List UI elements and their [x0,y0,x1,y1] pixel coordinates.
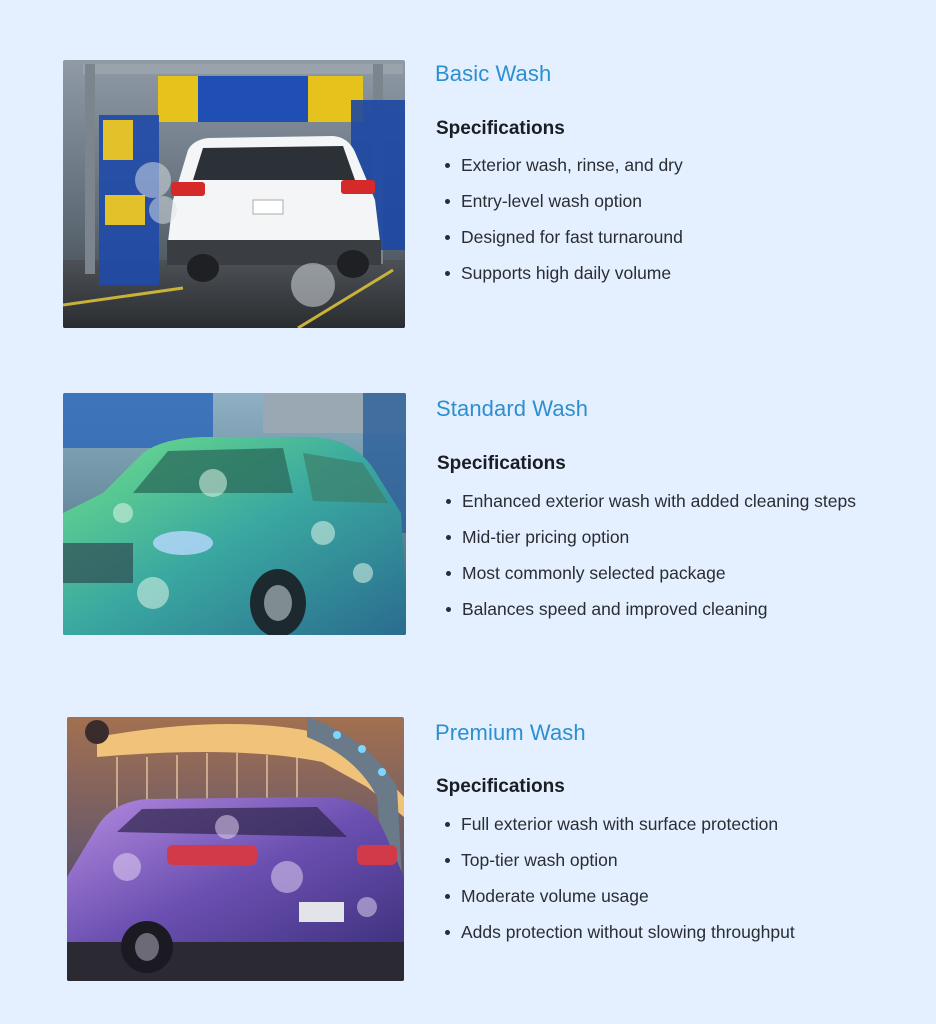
package-title: Basic Wash [435,61,552,86]
standard-wash-photo [63,393,406,635]
spec-item: Top-tier wash option [436,849,795,885]
spec-item: Designed for fast turnaround [436,226,683,262]
spec-item: Full exterior wash with surface protection [436,813,795,849]
specifications-heading: Specifications [436,776,565,797]
specifications-heading: Specifications [437,453,566,474]
package-title: Premium Wash [435,720,586,745]
spec-item: Mid-tier pricing option [437,526,856,562]
basic-wash-photo [63,60,405,328]
spec-list [436,813,795,957]
spec-item: Adds protection without slowing throughput [436,921,795,957]
spec-item: Moderate volume usage [436,885,795,921]
package-title: Standard Wash [436,396,589,421]
spec-item: Most commonly selected package [437,562,856,598]
spec-list [437,490,856,634]
specifications-heading: Specifications [436,118,565,139]
spec-item: Supports high daily volume [436,262,683,298]
spec-list [436,154,683,298]
spec-item: Enhanced exterior wash with added cleaning steps [437,490,856,526]
spec-item: Entry-level wash option [436,190,683,226]
spec-item: Balances speed and improved cleaning [437,598,856,634]
premium-wash-photo [67,717,404,981]
spec-item: Exterior wash, rinse, and dry [436,154,683,190]
